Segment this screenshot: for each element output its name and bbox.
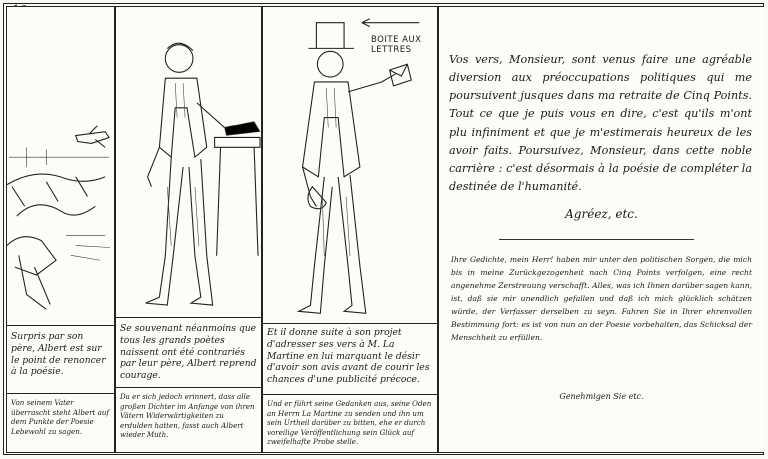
signature-french: Agréez, etc. — [565, 207, 638, 221]
comic-panel-3 — [262, 6, 438, 453]
panel-2-caption-german: Da er sich jedoch erinnert, dass alle großen Dichter im Anfange von ihren Vätern Widerwärtigkeiten zu erdulden hatten, fasst auch Albert wieder Muth. — [120, 392, 255, 440]
panel-1-caption-french: Surpris par son père, Albert est sur le point de renoncer à la poésie. — [11, 331, 106, 378]
caption-divider — [263, 323, 437, 324]
letter-german: Ihre Gedichte, mein Herr! haben mir unter den politischen Sorgen, die mich bis in meine Zurückgezogenheit nach Cinq Points verfolgen, eine recht angenehme Zerstreuung verschafft. Alles, was ich Ihnen darüber sagen kann, ist, daß sie mir unendlich gefallen und daß ich mich glücklich schätzen würde, der Verfasser derselben zu seyn. Fahren Sie in Ihrer ehrenvollen Bestimmung fort: es ist von nun an der Poesie vorbehalten, das Schicksal der Menschheit zu erfüllen. — [451, 255, 752, 343]
caption-divider — [7, 325, 114, 326]
caption-divider — [116, 387, 261, 388]
panel-3-drawing — [263, 7, 437, 327]
panel-2-drawing — [116, 7, 261, 327]
comic-panel-2 — [115, 6, 262, 453]
caption-divider — [7, 393, 114, 394]
letter-french: Vos vers, Monsieur, sont venus faire une agréable diversion aux préoccupations politiques qui me poursuivent jusques dans ma retraite de Cinq Points. Tout ce que je puis vous en dire, c'est qu'ils m'ont plu infiniment et que je m'estimerais heureux de les avoir faits. Poursuivez, Monsieur, dans cette noble carrière : c'est désormais à la poésie de compléter la destinée de l'humanité. — [449, 53, 752, 193]
panel-2-caption-french: Se souvenant néanmoins que tous les grands poètes naissent ont été contrariés par leur père, Albert reprend courage. — [120, 323, 257, 382]
signature-german: Genehmigen Sie etc. — [559, 392, 644, 401]
panel-1-caption-german: Von seinem Vater überrascht steht Albert auf dem Punkte der Poesie Lebewohl zu sagen. — [11, 398, 110, 436]
panel-1-drawing — [7, 7, 114, 327]
caption-divider — [263, 394, 437, 395]
caption-divider — [116, 317, 261, 318]
mailbox-sign: BOITE AUX LETTRES — [371, 35, 422, 55]
comic-panel-1 — [6, 6, 115, 453]
letter-panel — [438, 6, 764, 453]
letter-divider — [499, 239, 694, 240]
panel-3-caption-german: Und er führt seine Gedanken aus, seine Oden an Herrn La Martine zu senden und ihn um sein Urtheil darüber zu bitten, ehe er durch voreilige Veröffentlichung sein Glück auf zweifelhafte Probe stelle. — [267, 399, 432, 447]
panel-3-caption-french: Et il donne suite à son projet d'adresser ses vers à M. La Martine en lui marquant le désir d'avoir son avis avant de courir les chances d'une publicité précoce. — [267, 327, 430, 386]
